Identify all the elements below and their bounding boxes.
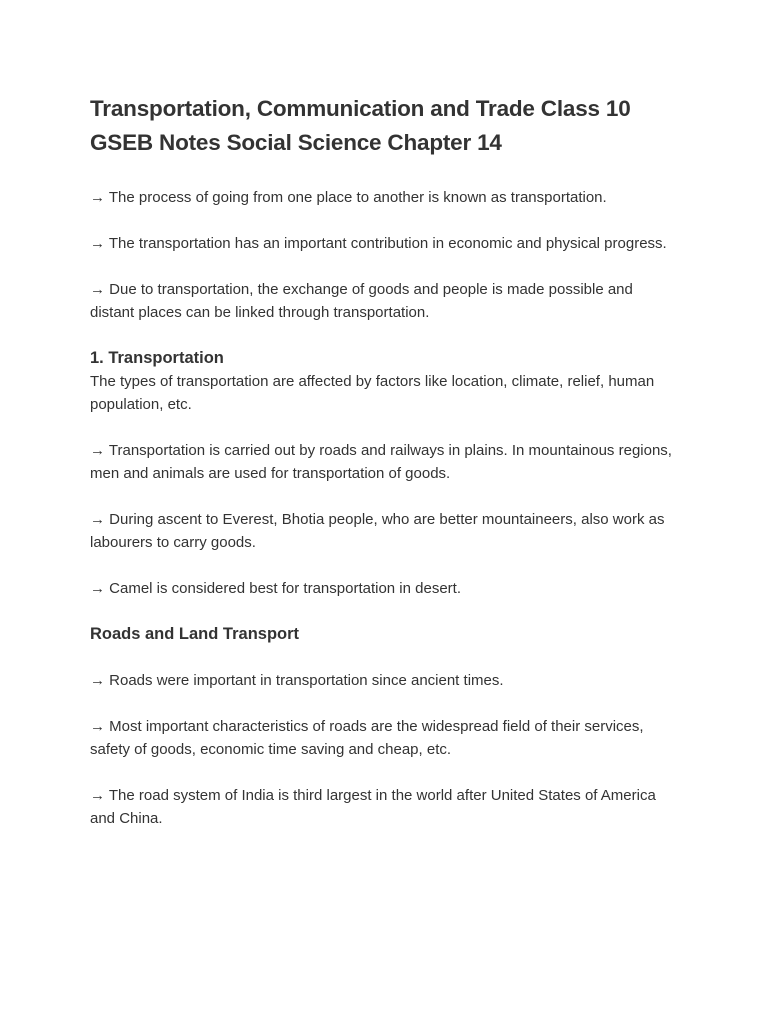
document-title: Transportation, Communication and Trade Class 10 GSEB Notes Social Science Chapter 14 [90,96,631,155]
transportation-paragraph-3: → During ascent to Everest, Bhotia people, who are better mountaineers, also work as labourers to carry goods. [90,511,665,551]
roads-paragraph-3: → The road system of India is third largest in the world after United States of America and China. [90,787,656,827]
intro-paragraph-1: → The process of going from one place to another is known as transportation. [90,189,607,206]
roads-paragraph-2: → Most important characteristics of roads are the widespread field of their services, safety of goods, economic time saving and cheap, etc. [90,718,644,758]
section-heading-transportation: 1. Transportation [90,349,224,367]
roads-paragraph-1: → Roads were important in transportation since ancient times. [90,672,504,689]
transportation-paragraph-2: → Transportation is carried out by roads and railways in plains. In mountainous regions, men and animals are used for transportation of goods. [90,442,672,482]
intro-paragraph-2: → The transportation has an important contribution in economic and physical progress. [90,235,667,252]
transportation-paragraph-1: The types of transportation are affected by factors like location, climate, relief, human population, etc. [90,373,655,413]
transportation-paragraph-4: → Camel is considered best for transportation in desert. [90,580,462,597]
section-heading-roads: Roads and Land Transport [90,625,300,643]
intro-paragraph-3: → Due to transportation, the exchange of goods and people is made possible and distant places can be linked through transportation. [90,281,633,321]
